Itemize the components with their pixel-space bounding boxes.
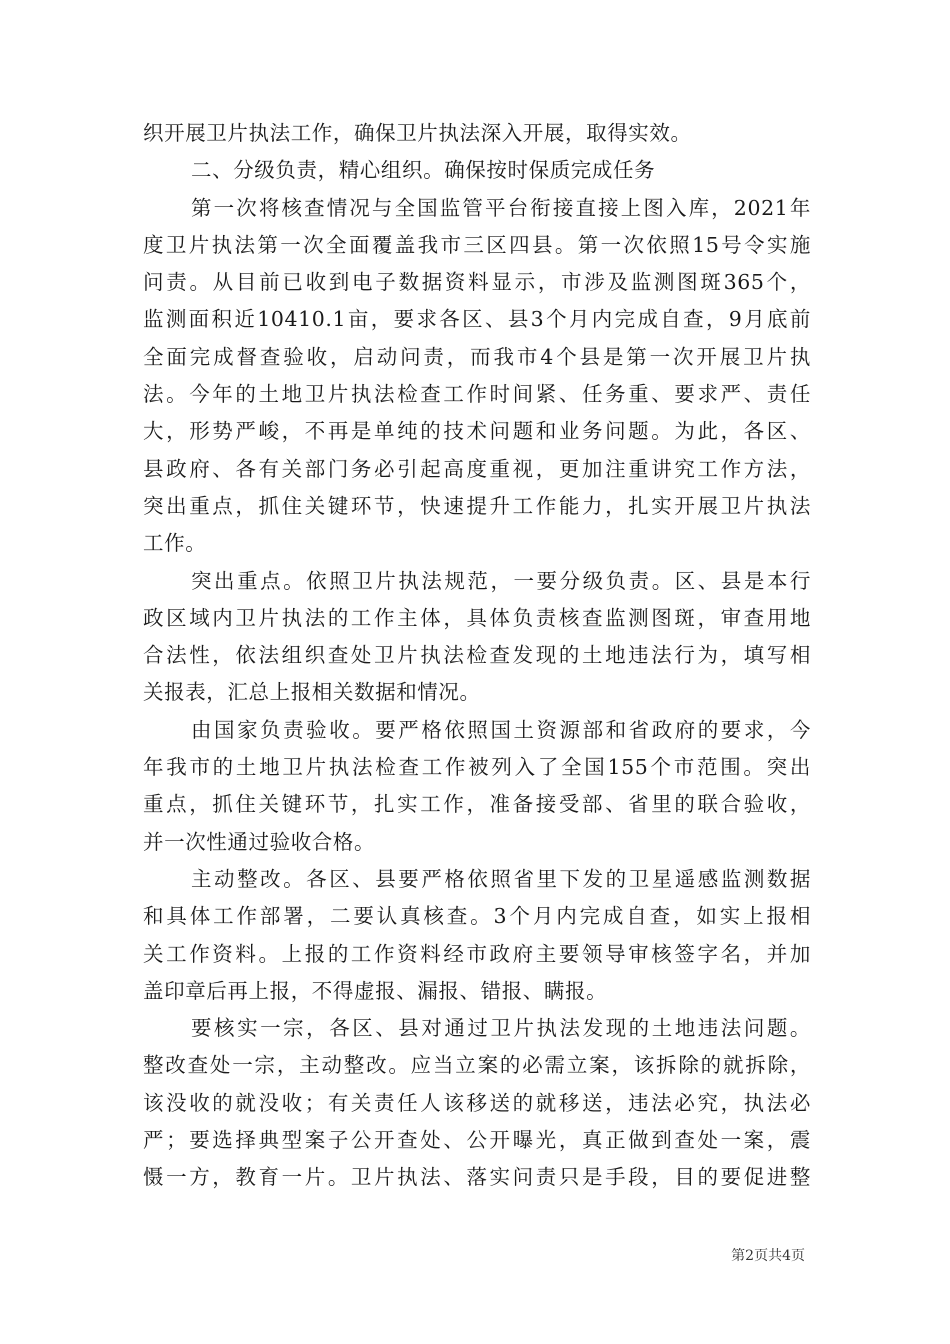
text-line: 大，形势严峻，不再是单纯的技术问题和业务问题。为此，各区、	[143, 419, 811, 444]
text-line: 织开展卫片执法工作，确保卫片执法深入开展，取得实效。	[143, 121, 692, 145]
text-line: 合法性，依法组织查处卫片执法检查发现的土地违法行为，填写相	[143, 643, 811, 668]
text-line: 严；要选择典型案子公开查处、公开曝光，真正做到查处一案，震	[143, 1128, 811, 1153]
text-line: 度卫片执法第一次全面覆盖我市三区四县。第一次依照15号令实施	[143, 232, 811, 257]
text-line: 盖印章后再上报，不得虚报、漏报、错报、瞒报。	[143, 978, 608, 1003]
text-line: 该没收的就没收；有关责任人该移送的就移送，违法必究，执法必	[143, 1090, 811, 1115]
text-line: 第一次将核查情况与全国监管平台衔接直接上图入库，2021年	[191, 195, 811, 220]
text-line: 问责。从目前已收到电子数据资料显示，市涉及监测图斑365个，	[143, 270, 811, 295]
text-line: 工作。	[143, 531, 207, 556]
text-line: 主动整改。各区、县要严格依照省里下发的卫星遥感监测数据	[191, 866, 811, 891]
text-line: 监测面积近10410.1亩，要求各区、县3个月内完成自查，9月底前	[143, 307, 811, 332]
text-line: 慑一方，教育一片。卫片执法、落实问责只是手段，目的要促进整	[143, 1165, 811, 1190]
text-line: 并一次性通过验收合格。	[143, 829, 376, 854]
text-line: 全面完成督查验收，启动问责，而我市4个县是第一次开展卫片执	[143, 344, 811, 369]
text-line: 和具体工作部署，二要认真核查。3个月内完成自查，如实上报相	[143, 904, 811, 929]
text-line: 要核实一宗，各区、县对通过卫片执法发现的土地违法问题。	[191, 1016, 811, 1041]
text-line: 二、分级负责，精心组织。确保按时保质完成任务	[191, 158, 656, 183]
text-line: 突出重点。依照卫片执法规范，一要分级负责。区、县是本行	[191, 568, 811, 593]
text-line: 关报表，汇总上报相关数据和情况。	[143, 680, 481, 705]
text-line: 整改查处一宗，主动整改。应当立案的必需立案，该拆除的就拆除，	[143, 1053, 811, 1078]
text-line: 由国家负责验收。要严格依照国土资源部和省政府的要求，今	[191, 717, 811, 742]
page-number: 第2页共4页	[731, 1248, 805, 1264]
text-line: 县政府、各有关部门务必引起高度重视，更加注重讲究工作方法，	[143, 456, 811, 481]
text-line: 年我市的土地卫片执法检查工作被列入了全国155个市范围。突出	[143, 755, 811, 780]
text-line: 突出重点，抓住关键环节，快速提升工作能力，扎实开展卫片执法	[143, 493, 811, 518]
text-line: 政区域内卫片执法的工作主体，具体负责核查监测图斑，审查用地	[143, 605, 811, 630]
text-line: 法。今年的土地卫片执法检查工作时间紧、任务重、要求严、责任	[143, 382, 811, 407]
document-body	[143, 115, 811, 1197]
text-line: 关工作资料。上报的工作资料经市政府主要领导审核签字名，并加	[143, 941, 811, 966]
text-line: 重点，抓住关键环节，扎实工作，准备接受部、省里的联合验收，	[143, 792, 811, 817]
